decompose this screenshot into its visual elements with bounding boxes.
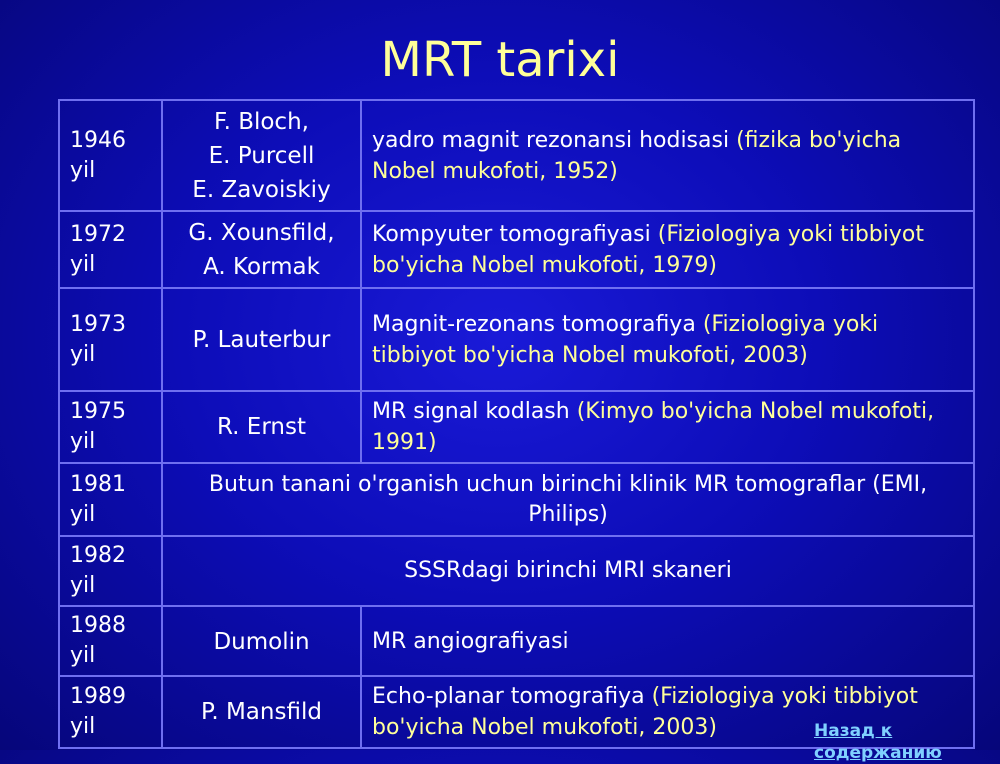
event-text: Butun tanani o'rganish uchun birinchi klinik MR tomograflar (EMI, Philips) [208, 471, 928, 527]
scientist-name: E. Zavoiskiy [192, 176, 331, 203]
table-row [59, 288, 974, 391]
scientist-name: A. Kormak [203, 253, 320, 280]
table-row [59, 606, 974, 676]
year-cell [59, 288, 162, 391]
year-unit: yil [70, 501, 96, 527]
event-cell [162, 536, 974, 606]
scientist-name: P. Lauterbur [192, 326, 331, 353]
nobel-note: (Kimyo bo'yicha Nobel mukofoti, 1991) [372, 399, 935, 455]
discovery-text: Kompyuter tomografiyasi [372, 221, 651, 247]
year-number: 1946 [70, 127, 126, 153]
year-cell [59, 676, 162, 748]
scientist-cell [162, 606, 361, 676]
event-text: SSSRdagi birinchi MRI skaneri [404, 558, 732, 583]
table-row [59, 211, 974, 288]
year-cell [59, 536, 162, 606]
year-number: 1973 [70, 311, 126, 337]
year-number: 1989 [70, 684, 126, 709]
scientist-name: R. Ernst [217, 414, 306, 440]
discovery-text: MR signal kodlash [372, 399, 570, 424]
year-unit: yil [70, 429, 96, 454]
year-unit: yil [70, 573, 96, 598]
discovery-text: MR angiografiyasi [372, 628, 569, 654]
history-table [58, 99, 975, 763]
year-unit: yil [70, 643, 96, 668]
table-row [59, 536, 974, 606]
year-number: 1988 [70, 613, 126, 638]
table-row [59, 463, 974, 536]
nobel-note: (fizika bo'yicha Nobel mukofoti, 1952) [372, 127, 902, 184]
scientist-cell [162, 288, 361, 391]
year-unit: yil [70, 157, 96, 183]
description-cell [361, 288, 974, 391]
table-row [59, 391, 974, 463]
description-cell [361, 391, 974, 463]
year-cell [59, 606, 162, 676]
year-number: 1972 [70, 221, 126, 247]
year-number: 1981 [70, 471, 126, 497]
scientist-cell [162, 391, 361, 463]
scientist-name: Dumolin [213, 629, 310, 655]
year-cell [59, 391, 162, 463]
scientist-name: F. Bloch, [214, 108, 309, 135]
discovery-text: yadro magnit rezonansi hodisasi [372, 127, 730, 153]
year-unit: yil [70, 714, 96, 739]
year-unit: yil [70, 341, 96, 367]
scientist-name: P. Mansfild [201, 699, 322, 725]
nobel-note: (Fiziologiya yoki tibbiyot bo'yicha Nobel mukofoti, 1979) [372, 221, 924, 278]
year-cell [59, 100, 162, 211]
back-to-contents-link[interactable]: Назад к содержанию [814, 721, 942, 763]
scientist-name: G. Xounsfild, [188, 219, 335, 246]
year-unit: yil [70, 251, 96, 277]
discovery-text: Magnit-rezonans tomografiya [372, 311, 696, 337]
year-cell [59, 463, 162, 536]
event-cell [162, 463, 974, 536]
nobel-note: (Fiziologiya yoki tibbiyot bo'yicha Nobel mukofoti, 2003) [372, 684, 918, 740]
scientist-cell [162, 676, 361, 748]
table-row [59, 100, 974, 211]
description-cell [361, 100, 974, 211]
description-cell [361, 606, 974, 676]
nobel-note: (Fiziologiya yoki tibbiyot bo'yicha Nobel mukofoti, 2003) [372, 311, 879, 368]
scientist-cell [162, 100, 361, 211]
scientist-name: E. Purcell [208, 142, 315, 169]
discovery-text: Echo-planar tomografiya [372, 684, 645, 709]
year-number: 1982 [70, 543, 126, 568]
slide-title: MRT tarixi [380, 32, 620, 88]
year-cell [59, 211, 162, 288]
year-number: 1975 [70, 399, 126, 424]
description-cell [361, 211, 974, 288]
scientist-cell [162, 211, 361, 288]
